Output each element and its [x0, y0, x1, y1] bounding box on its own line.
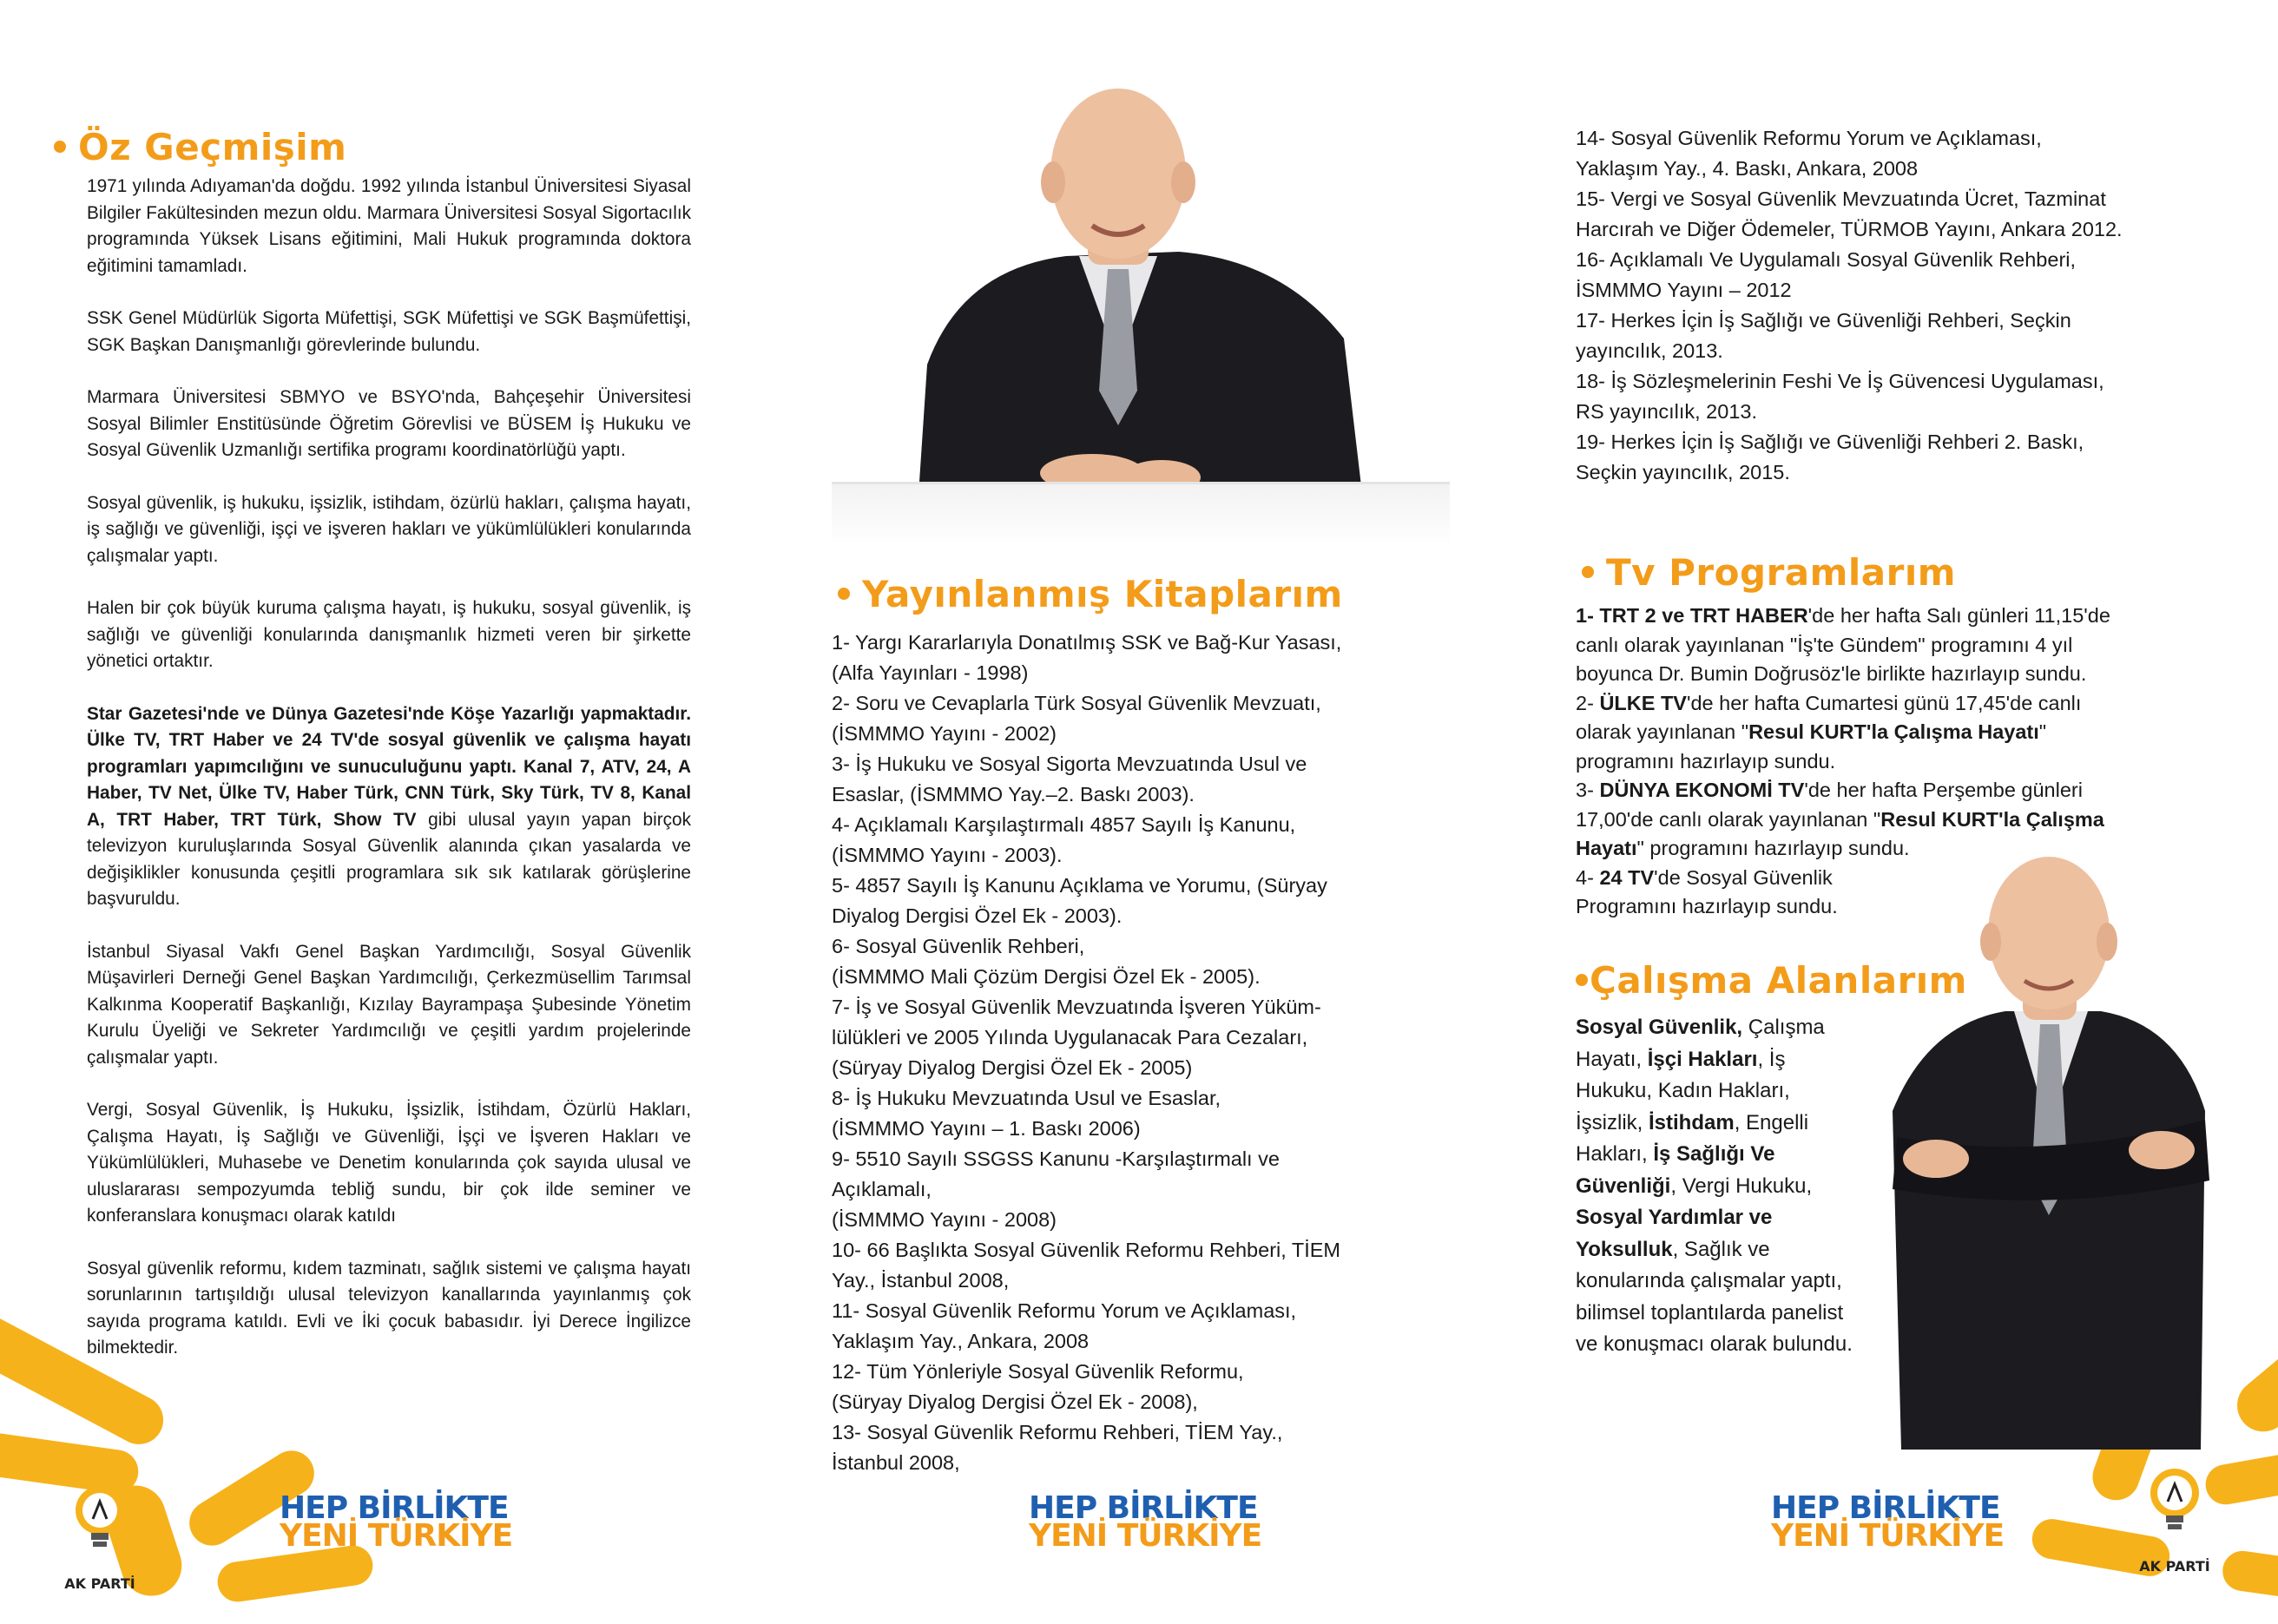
tv-text: 3- — [1576, 779, 1600, 801]
field-bold: İşçi Hakları — [1647, 1047, 1758, 1071]
portrait-photo-standing — [1875, 851, 2222, 1450]
oz-gecmisim-heading — [54, 126, 346, 168]
bullet-dot — [54, 141, 66, 153]
akp-logo-left — [56, 1476, 143, 1592]
slogan-line1: HEP BİRLİKTE — [280, 1490, 509, 1526]
bullet-dot — [1576, 974, 1588, 986]
book-line: 9- 5510 Sayılı SSGSS Kanunu -Karşılaştırmalı ve — [832, 1147, 1280, 1170]
book-line: 10- 66 Başlıkta Sosyal Güvenlik Reformu Rehberi, TİEM — [832, 1239, 1341, 1261]
slogan-logo-right — [1771, 1490, 2005, 1554]
slogan-line1: HEP BİRLİKTE — [1771, 1490, 2000, 1526]
akp-label: AK PARTİ — [64, 1575, 135, 1592]
lightbulb-icon — [2140, 1458, 2209, 1554]
slogan-line2: YENİ TÜRKİYE — [1029, 1518, 1262, 1554]
book-line: Esaslar, (İSMMMO Yay.–2. Baskı 2003). — [832, 783, 1195, 805]
kitaplar-list — [832, 628, 1431, 1478]
bio-paragraph: 1971 yılında Adıyaman'da doğdu. 1992 yılında İstanbul Üniversitesi Siyasal Bilgiler Fakültesinden mezun oldu. Marmara Üniversitesi Sosyal Sigortacılık programında Yüksek Lisans eğitimini, Mali Hukuk programında doktora eğitimini tamamladı. — [87, 176, 691, 276]
book-line: 6- Sosyal Güvenlik Rehberi, — [832, 935, 1085, 957]
book-line: (Süryay Diyalog Dergisi Özel Ek - 2008), — [832, 1391, 1198, 1413]
bio-paragraph: Sosyal güvenlik, iş hukuku, işsizlik, istihdam, özürlü hakları, çalışma hayatı, iş sağlığı ve güvenliği, işçi ve işveren hakları ve yükümlülükleri konularında çalışmalar yaptı. — [87, 492, 691, 566]
tv-program-name: Resul KURT'la Çalışma Hayatı — [1576, 807, 2104, 859]
book-line: 8- İş Hukuku Mevzuatında Usul ve Esaslar, — [832, 1087, 1221, 1109]
book-line: 15- Vergi ve Sosyal Güvenlik Mevzuatında Ücret, Tazminat — [1576, 187, 2106, 210]
book-line: 13- Sosyal Güvenlik Reformu Rehberi, TİEM Yay., — [832, 1421, 1283, 1443]
oz-gecmisim-title: Öz Geçmişim — [78, 126, 347, 168]
akp-logo-right — [2131, 1458, 2218, 1575]
tv-channel: 24 TV — [1599, 865, 1655, 889]
slogan-line2: YENİ TÜRKİYE — [1771, 1518, 2005, 1554]
book-line: Yaklaşım Yay., Ankara, 2008 — [832, 1330, 1090, 1352]
tv-channel: 1- TRT 2 ve TRT HABER — [1576, 604, 1808, 627]
book-line: 19- Herkes İçin İş Sağlığı ve Güvenliği Rehberi 2. Baskı, — [1576, 431, 2084, 453]
book-line: (Süryay Diyalog Dergisi Özel Ek - 2005) — [832, 1056, 1193, 1079]
bullet-dot — [838, 588, 850, 600]
book-line: Yay., İstanbul 2008, — [832, 1269, 1010, 1292]
book-line: Diyalog Dergisi Özel Ek - 2003). — [832, 904, 1123, 927]
slogan-line2: YENİ TÜRKİYE — [280, 1518, 513, 1554]
book-line: Harcırah ve Diğer Ödemeler, TÜRMOB Yayını, Ankara 2012. — [1576, 218, 2123, 240]
tv-text: 'de her hafta Perşembe günleri 17,00'de canlı olarak yayınlanan " — [1576, 779, 2083, 831]
book-line: (İSMMMO Yayını - 2002) — [832, 722, 1057, 745]
field-bold: Sosyal Yardımlar ve Yoksulluk — [1576, 1206, 1773, 1261]
bio-media-paragraph — [87, 701, 691, 913]
field-bold: İstihdam — [1649, 1110, 1735, 1134]
kitaplar-list-continued — [1576, 123, 2201, 488]
field-bold: İş Sağlığı Ve Güvenliği — [1576, 1142, 1775, 1198]
bio-paragraph: SSK Genel Müdürlük Sigorta Müfettişi, SGK Müfettişi ve SGK Başmüfettişi, SGK Başkan Danışmanlığı görevlerinde bulundu. — [87, 308, 691, 355]
field-bold: Sosyal Güvenlik, — [1576, 1016, 1743, 1039]
book-line: yayıncılık, 2013. — [1576, 339, 1723, 362]
bullet-dot — [1582, 566, 1594, 578]
tv-text: 'de her hafta Salı günleri 11,15'de canlı olarak yayınlanan "İş'te Gündem" programını 4 yıl boyunca Dr. Bumin Doğrusöz'le birlikte hazırlayıp sundu. — [1576, 604, 2110, 685]
lightbulb-icon — [65, 1476, 135, 1571]
field-text: , Engelli Hakları, — [1576, 1110, 1809, 1166]
tv-program-2 — [1576, 689, 2114, 777]
book-line: lülükleri ve 2005 Yılında Uygulanacak Para Cezaları, — [832, 1026, 1308, 1049]
tv-heading — [1582, 551, 1956, 594]
tv-program-1 — [1576, 602, 2114, 689]
book-line: (İSMMMO Yayını - 2008) — [832, 1208, 1057, 1231]
book-line: 1- Yargı Kararlarıyla Donatılmış SSK ve Bağ-Kur Yasası, — [832, 631, 1342, 654]
book-line: 16- Açıklamalı Ve Uygulamalı Sosyal Güvenlik Rehberi, — [1576, 248, 2077, 271]
tv-text: 4- — [1576, 865, 1600, 889]
field-text: , İş Hukuku, Kadın Hakları, İşsizlik, — [1576, 1047, 1790, 1134]
calisma-title: Çalışma Alanlarım — [1590, 959, 1967, 1002]
field-text: , Vergi Hukuku, — [1670, 1174, 1813, 1198]
book-line: 11- Sosyal Güvenlik Reformu Yorum ve Açıklaması, — [832, 1299, 1297, 1322]
book-line: Yaklaşım Yay., 4. Baskı, Ankara, 2008 — [1576, 157, 1919, 180]
bio-media-bold: Star Gazetesi'nde ve Dünya Gazetesi'nde Köşe Yazarlığı yapmaktadır. Ülke TV, TRT Haber ve 24 TV'de sosyal güvenlik ve çalışma hayatı programları yapımcılığını ve sunuculuğunu yaptı. Kanal 7, ATV, 24, A Haber, TV Net, Ülke TV, Haber Türk, CNN Türk, Sky Türk, TV 8, Kanal A, TRT Haber, TRT Türk, Show TV — [87, 703, 691, 830]
book-line: 12- Tüm Yönleriyle Sosyal Güvenlik Reformu, — [832, 1360, 1244, 1383]
field-text: Çalışma Hayatı, — [1576, 1016, 1825, 1071]
tv-channel: ÜLKE TV — [1599, 691, 1687, 714]
tv-channel: DÜNYA EKONOMİ TV — [1599, 779, 1805, 801]
slogan-line1: HEP BİRLİKTE — [1029, 1490, 1258, 1526]
book-line: 3- İş Hukuku ve Sosyal Sigorta Mevzuatında Usul ve — [832, 753, 1307, 775]
tv-text: 'de her hafta Cumartesi günü 17,45'de canlı olarak yayınlanan " — [1576, 691, 2082, 743]
book-line: (Alfa Yayınları - 1998) — [832, 661, 1029, 684]
calisma-body — [1576, 1012, 1862, 1361]
book-line: 17- Herkes İçin İş Sağlığı ve Güvenliği Rehberi, Seçkin — [1576, 309, 2071, 332]
slogan-logo-center — [1029, 1490, 1262, 1554]
bio-paragraph: Vergi, Sosyal Güvenlik, İş Hukuku, İşsizlik, İstihdam, Özürlü Hakları, Çalışma Hayatı, İş Sağlığı ve Güvenliği, İşçi ve İşveren Hakları ve Yükümlülükleri, Muhasebe ve Denetim konularında çok sayıda ulusal ve uluslararası sempozyumda tebliğ sundu, bir çok ilde seminer ve konferanslara konuşmacı olarak katıldı — [87, 1100, 691, 1226]
bio-paragraph: İstanbul Siyasal Vakfı Genel Başkan Yardımcılığı, Sosyal Güvenlik Müşavirleri Derneği Genel Başkan Yardımcılığı, Çerkezmüsellim Tarımsal Kalkınma Kooperatif Başkanlığı, Kızılay Bayrampaşa Şubesinde Yönetim Kurulu Üyeliği ve Sekreter Yardımcılığı ve çeşitli yardım projelerinde çalışmalar yaptı. — [87, 941, 691, 1068]
tv-text: " programını hazırlayıp sundu. — [1576, 720, 2047, 773]
book-line: RS yayıncılık, 2013. — [1576, 400, 1757, 423]
akp-label: AK PARTİ — [2139, 1558, 2210, 1575]
book-line: (İSMMMO Yayını - 2003). — [832, 844, 1063, 866]
bio-media-rest: gibi ulusal yayın yapan birçok televizyon kuruluşlarında Sosyal Güvenlik alanında çıkan yasalarda ve değişiklikler konusunda çeşitli programlara sık sık katılarak görüşlerine başvuruldu. — [87, 809, 691, 909]
bio-paragraph: Marmara Üniversitesi SBMYO ve BSYO'nda, Bahçeşehir Üniversitesi Sosyal Bilimler Enstitüsünde Öğretim Görevlisi ve BÜSEM İş Hukuku ve Sosyal Güvenlik Uzmanlığı sertifika programı koordinatörlüğü yaptı. — [87, 387, 691, 460]
tv-program-name: Resul KURT'la Çalışma Hayatı — [1748, 720, 2039, 743]
kitaplar-title: Yayınlanmış Kitaplarım — [862, 573, 1343, 615]
kitaplar-heading — [838, 573, 1343, 615]
slogan-logo-left — [280, 1490, 513, 1554]
oz-gecmisim-body — [87, 174, 691, 1388]
tv-text: 'de Sosyal Güvenlik Programını hazırlayıp sundu. — [1576, 865, 1838, 917]
bio-paragraph: Sosyal güvenlik reformu, kıdem tazminatı, sağlık sistemi ve çalışma hayatı sorunlarının tartışıldığı ulusal televizyon kanallarında yayınlanmış çok sayıda programa katıldı. Evli ve İki çocuk babasıdır. İyi Derece İngilizce bilmektedir. — [87, 1258, 691, 1358]
book-line: 5- 4857 Sayılı İş Kanunu Açıklama ve Yorumu, (Süryay — [832, 874, 1327, 897]
book-line: 14- Sosyal Güvenlik Reformu Yorum ve Açıklaması, — [1576, 127, 2042, 149]
portrait-photo-seated — [832, 78, 1450, 547]
calisma-paragraph — [1576, 1012, 1862, 1361]
book-line: Seçkin yayıncılık, 2015. — [1576, 461, 1790, 483]
book-line: 18- İş Sözleşmelerinin Feshi Ve İş Güvencesi Uygulaması, — [1576, 370, 2104, 392]
book-line: (İSMMMO Yayını – 1. Baskı 2006) — [832, 1117, 1141, 1140]
book-line: 2- Soru ve Cevaplarla Türk Sosyal Güvenlik Mevzuatı, — [832, 692, 1321, 714]
tv-title: Tv Programlarım — [1606, 551, 1956, 594]
book-line: İSMMMO Yayını – 2012 — [1576, 279, 1792, 301]
book-line: İstanbul 2008, — [832, 1451, 960, 1474]
tv-program-4 — [1576, 864, 1862, 922]
tv-text: " programını hazırlayıp sundu. — [1636, 837, 1910, 859]
field-text: , Sağlık ve konularında çalışmalar yaptı, bilimsel toplantılarda panelist ve konuşmacı olarak bulundu. — [1576, 1237, 1853, 1356]
book-line: 4- Açıklamalı Karşılaştırmalı 4857 Sayılı İş Kanunu, — [832, 813, 1296, 836]
bio-paragraph: Halen bir çok büyük kuruma çalışma hayatı, iş hukuku, sosyal güvenlik, iş sağlığı ve güvenliği konularında danışmanlık hizmeti veren bir şirkette yönetici ortaktır. — [87, 598, 691, 671]
book-line: 7- İş ve Sosyal Güvenlik Mevzuatında İşveren Yüküm- — [832, 996, 1321, 1018]
book-line: Açıklamalı, — [832, 1178, 932, 1200]
tv-text: 2- — [1576, 691, 1600, 714]
book-line: (İSMMMO Mali Çözüm Dergisi Özel Ek - 2005). — [832, 965, 1261, 988]
